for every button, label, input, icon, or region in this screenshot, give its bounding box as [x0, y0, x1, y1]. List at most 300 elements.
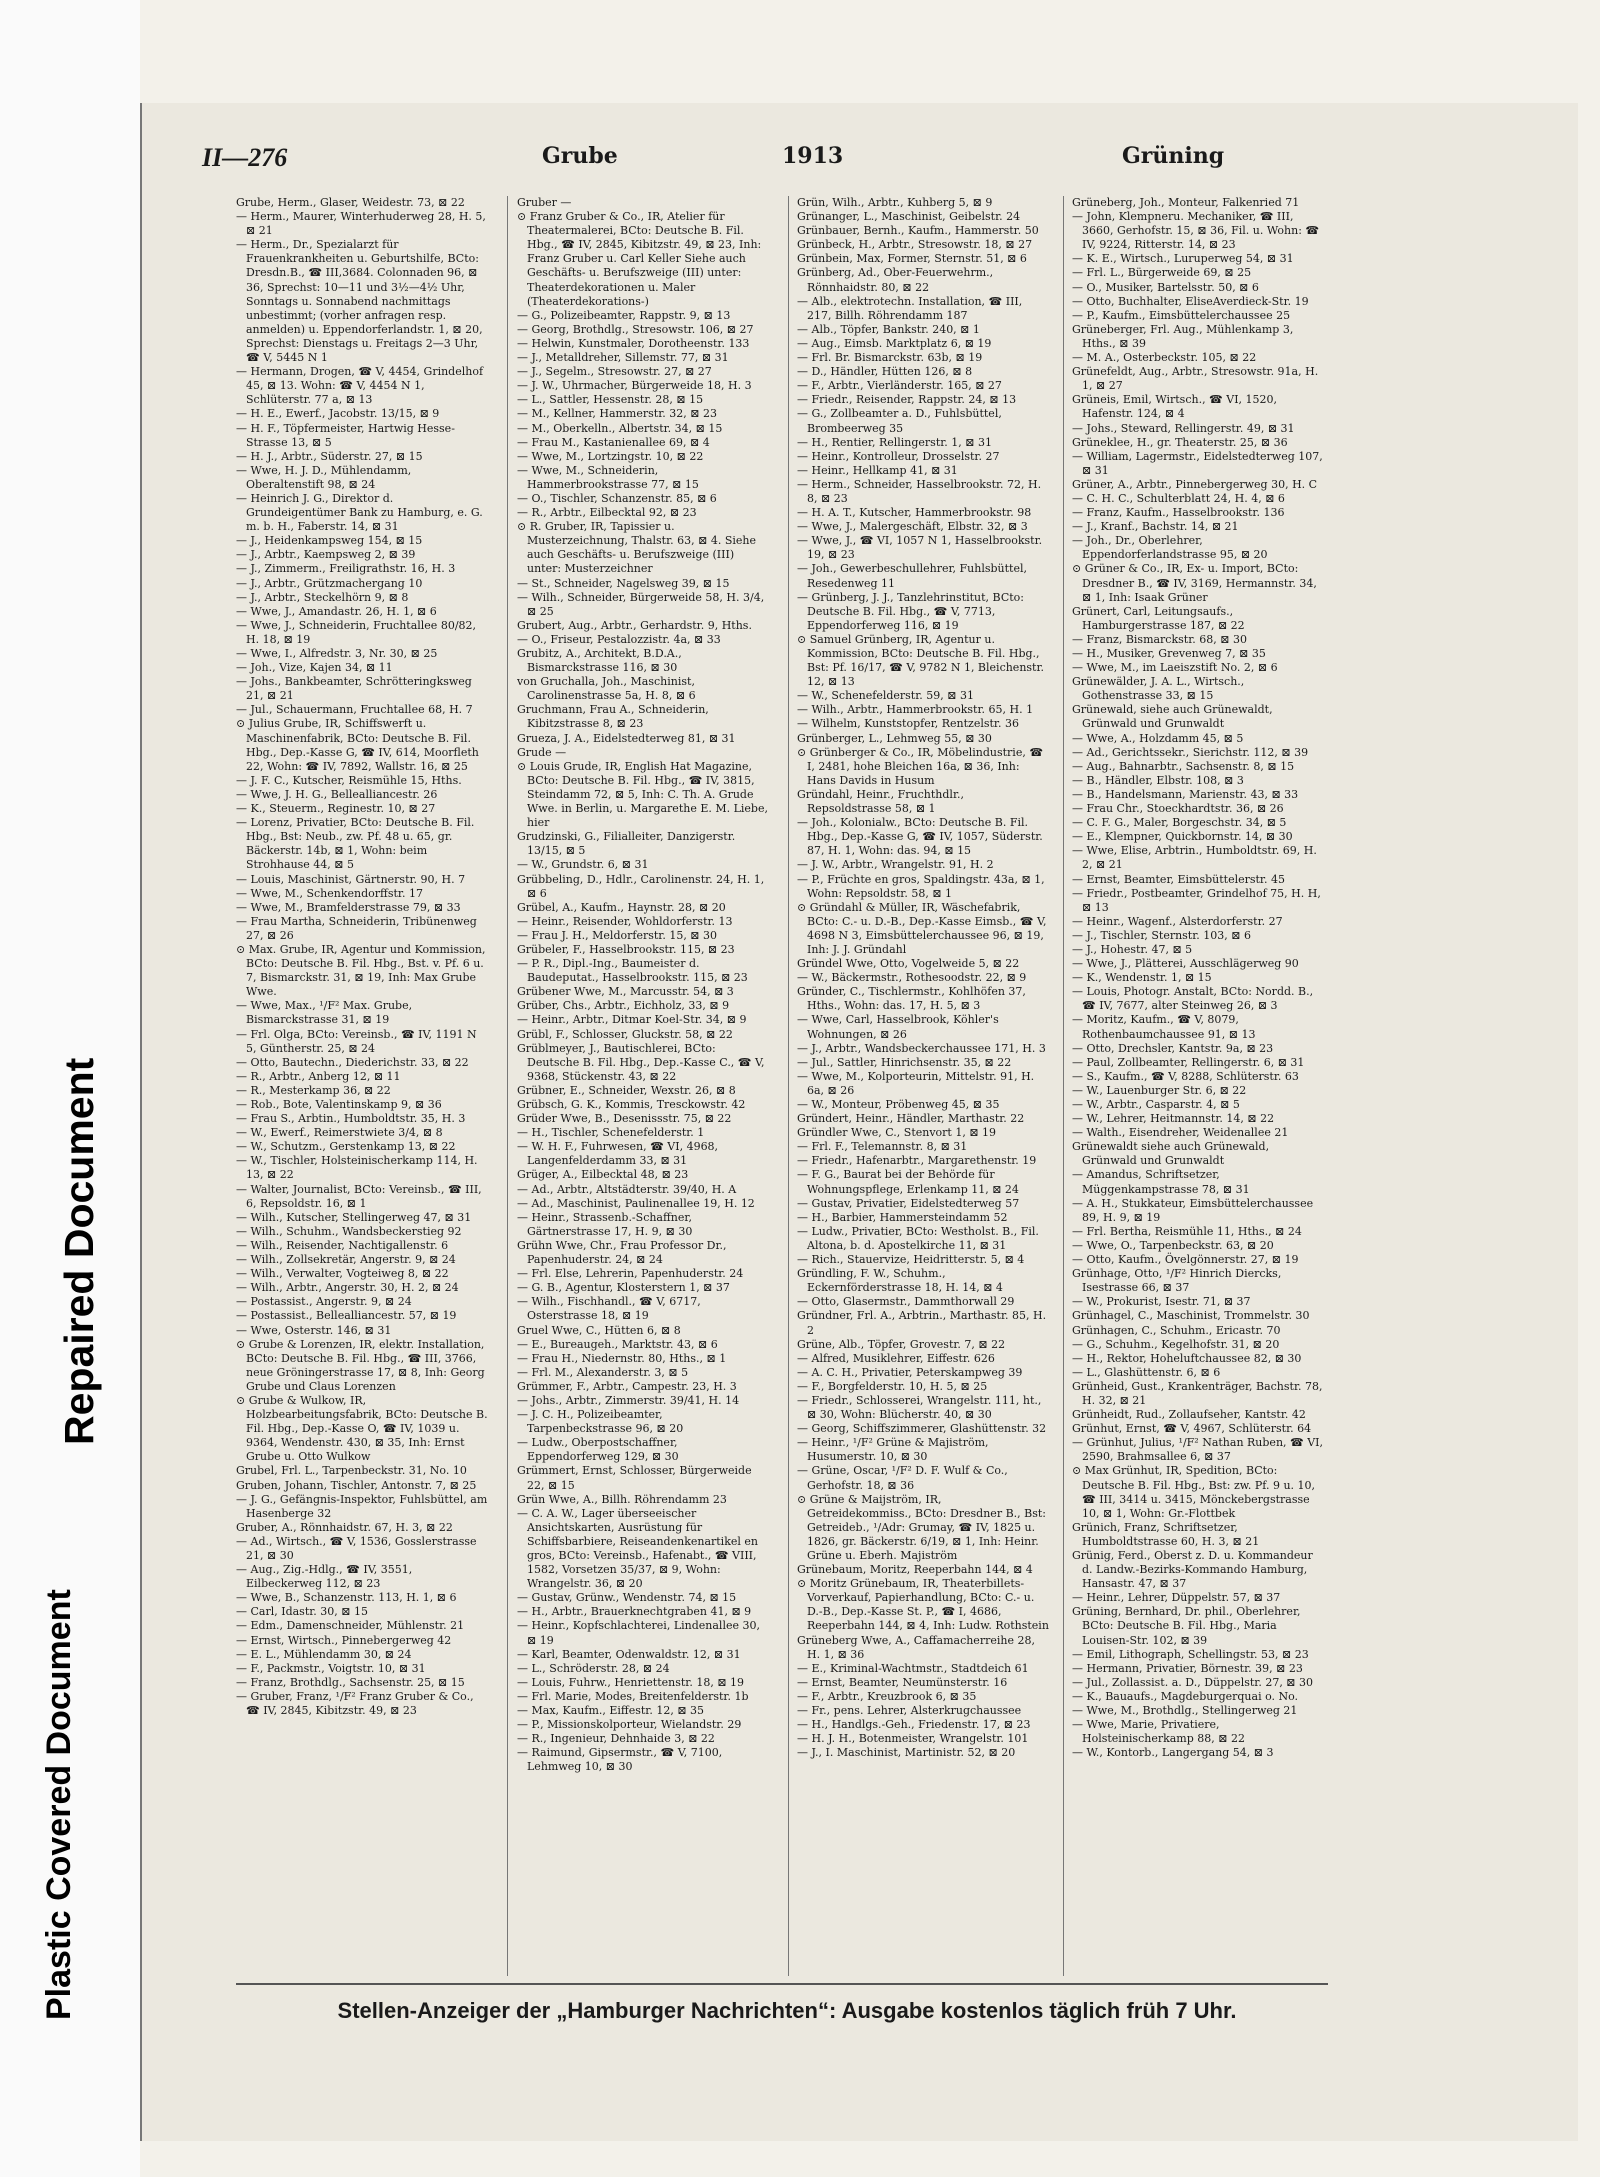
repaired-document-label: Repaired Document [56, 1057, 102, 1445]
directory-entry: — Postassist., Angerstr. 9, ⊠ 24 [236, 1295, 412, 1309]
directory-entry: — Hermann, Privatier, Börnestr. 39, ⊠ 23 [1072, 1661, 1303, 1675]
directory-entry: — Paul, Zollbeamter, Rellingerstr. 6, ⊠ 31 [1072, 1055, 1305, 1069]
directory-entry: Gründling, F. W., Schuhm., Eckernförderstrasse 18, H. 14, ⊠ 4 [797, 1267, 1003, 1295]
directory-entry: — Joh., Dr., Oberlehrer, Eppendorferlandstrasse 95, ⊠ 20 [1072, 534, 1268, 562]
directory-entry: — Ad., Gerichtssekr., Sierichstr. 112, ⊠ 39 [1072, 745, 1309, 759]
directory-entry: — Grünberg, J. J., Tanzlehrinstitut, BCto: Deutsche B. Fil. Hbg., ☎ V, 7713, Eppendorferweg 116, ⊠ 19 [797, 590, 1024, 632]
directory-entry: Grüning, Bernhard, Dr. phil., Oberlehrer, BCto: Deutsche B. Fil. Hbg., Maria Louisen-Str. 102, ⊠ 39 [1072, 1605, 1301, 1647]
directory-entry: — Raimund, Gipsermstr., ☎ V, 7100, Lehmweg 10, ⊠ 30 [517, 1746, 723, 1774]
directory-entry: — B., Händler, Elbstr. 108, ⊠ 3 [1072, 773, 1244, 787]
directory-entry: Gründler Wwe, C., Stenvort 1, ⊠ 19 [797, 1126, 997, 1140]
directory-entry: ⊙ Grünberger & Co., IR, Möbelindustrie, ☎ I, 2481, hohe Bleichen 16a, ⊠ 36, Inh: Hans Davids in Husum [797, 745, 1044, 787]
directory-entry: — Helwin, Kunstmaler, Dorotheenstr. 133 [517, 336, 750, 350]
directory-entry: — C. A. W., Lager überseeischer Ansichtskarten, Ausrüstung für Schiffsbarbiere, Reiseandenkenartikel en gros, BCto: Vereinsb., Hafenabt., ☎ VIII, 1582, Vorsetzen 35/37, ⊠ 9, Wohn: Wrangelstr. 36, ⊠ 20 [517, 1506, 758, 1591]
directory-entry: — Wwe, A., Holzdamm 45, ⊠ 5 [1072, 731, 1244, 745]
directory-entry: — K., Bauaufs., Magdeburgerquai o. No. [1072, 1689, 1299, 1703]
directory-entry: — Alfred, Musiklehrer, Eiffestr. 626 [797, 1351, 995, 1365]
directory-entry: — H. J. H., Botenmeister, Wrangelstr. 101 [797, 1732, 1029, 1746]
directory-entry: — W. H. F., Fuhrwesen, ☎ VI, 4968, Langenfelderdamm 33, ⊠ 31 [517, 1140, 719, 1168]
plastic-covered-label: Plastic Covered Document [40, 1589, 78, 2020]
directory-entry: Grünheid, Gust., Krankenträger, Bachstr. 78, H. 32, ⊠ 21 [1072, 1379, 1323, 1407]
directory-entry: — Johs., Steward, Rellingerstr. 49, ⊠ 31 [1072, 421, 1295, 435]
directory-entry: — Frau H., Niedernstr. 80, Hths., ⊠ 1 [517, 1351, 727, 1365]
directory-entry: Grüneberger, Frl. Aug., Mühlenkamp 3, Hths., ⊠ 39 [1072, 322, 1294, 350]
directory-entry: — E., Kriminal-Wachtmstr., Stadtdeich 61 [797, 1661, 1029, 1675]
directory-entry: Grün Wwe, A., Billh. Röhrendamm 23 [517, 1492, 727, 1506]
directory-entry: Grubitz, A., Architekt, B.D.A., Bismarckstrasse 116, ⊠ 30 [517, 647, 682, 675]
directory-entry: — W., Kontorb., Langergang 54, ⊠ 3 [1072, 1746, 1274, 1760]
directory-entry: — J. W., Arbtr., Wrangelstr. 91, H. 2 [797, 858, 994, 872]
directory-entry: — Wilh., Reisender, Nachtigallenstr. 6 [236, 1238, 449, 1252]
directory-entry: — Wilh., Schneider, Bürgerweide 58, H. 3/4, ⊠ 25 [517, 590, 765, 618]
directory-entry: Grünbeck, H., Arbtr., Stresowstr. 18, ⊠ 27 [797, 238, 1033, 252]
directory-entry: — Wwe, M., Brothdlg., Stellingerweg 21 [1072, 1704, 1298, 1718]
directory-entry: — Frl. Br. Bismarckstr. 63b, ⊠ 19 [797, 351, 983, 365]
directory-entry: — Franz, Brothdlg., Sachsenstr. 25, ⊠ 15 [236, 1675, 465, 1689]
directory-entry: — Edm., Damenschneider, Mühlenstr. 21 [236, 1619, 465, 1633]
directory-entry: — Moritz, Kaufm., ☎ V, 8079, Rothenbaumchaussee 91, ⊠ 13 [1072, 1013, 1256, 1041]
directory-entry: — Louis, Maschinist, Gärtnerstr. 90, H. 7 [236, 872, 466, 886]
directory-entry: — Karl, Beamter, Odenwaldstr. 12, ⊠ 31 [517, 1647, 741, 1661]
directory-entry: — Wilh., Arbtr., Angerstr. 30, H. 2, ⊠ 24 [236, 1281, 459, 1295]
directory-entry: — Wwe, B., Schanzenstr. 113, H. 1, ⊠ 6 [236, 1591, 457, 1605]
directory-entry: — D., Händler, Hütten 126, ⊠ 8 [797, 365, 973, 379]
directory-entry: Grünbauer, Bernh., Kaufm., Hammerstr. 50 [797, 224, 1039, 238]
directory-entry: — M. A., Osterbeckstr. 105, ⊠ 22 [1072, 351, 1257, 365]
footer-rule [236, 1983, 1328, 1985]
directory-entry: ⊙ Samuel Grünberg, IR, Agentur u. Kommission, BCto: Deutsche B. Fil. Hbg., Bst: Pf. 16/17, ☎ V, 9782 N 1, Bleichenstr. 12, ⊠ 13 [797, 632, 1045, 689]
directory-entry: — Aug., Eimsb. Marktplatz 6, ⊠ 19 [797, 336, 992, 350]
directory-entry: Gruber — [517, 196, 572, 209]
directory-entry: — Frl. Bertha, Reismühle 11, Hths., ⊠ 24 [1072, 1224, 1302, 1238]
column-divider [1063, 196, 1064, 1976]
directory-entry: — Heinr., ¹/F² Grüne & Majiström, Husumerstr. 10, ⊠ 30 [797, 1436, 989, 1464]
directory-entry: — Otto, Glasermstr., Dammthorwall 29 [797, 1295, 1015, 1309]
directory-entry: — Gustav, Privatier, Eidelstedterweg 57 [797, 1196, 1020, 1210]
directory-entry: — W., Monteur, Pröbenweg 45, ⊠ 35 [797, 1098, 1000, 1111]
directory-entry: — C. H. C., Schulterblatt 24, H. 4, ⊠ 6 [1072, 491, 1285, 505]
directory-entry: — Aug., Zig.-Hdlg., ☎ IV, 3551, Eilbeckerweg 112, ⊠ 23 [236, 1563, 413, 1591]
directory-entry: — Wilh., Fischhandl., ☎ V, 6717, Osterstrasse 18, ⊠ 19 [517, 1295, 701, 1323]
directory-entry: — J. C. H., Polizeibeamter, Tarpenbeckstrasse 96, ⊠ 20 [517, 1408, 684, 1436]
directory-entry: — Wilh., Zollsekretär, Angerstr. 9, ⊠ 24 [236, 1253, 456, 1267]
directory-entry: Grübbeling, D., Hdlr., Carolinenstr. 24, H. 1, ⊠ 6 [517, 872, 765, 900]
directory-entry: — W., Grundstr. 6, ⊠ 31 [517, 858, 649, 872]
directory-entry: — Wwe, J., Plätterei, Ausschlägerweg 90 [1072, 957, 1299, 971]
directory-entry: — Heinr., Kontrolleur, Drosselstr. 27 [797, 449, 1000, 463]
directory-entry: — F., Packmstr., Voigtstr. 10, ⊠ 31 [236, 1661, 426, 1675]
directory-entry: — H. J., Arbtr., Süderstr. 27, ⊠ 15 [236, 449, 423, 463]
directory-entry: — P. R., Dipl.-Ing., Baumeister d. Baudeputat., Hasselbrookstr. 115, ⊠ 23 [517, 957, 748, 985]
directory-entry: — J. G., Gefängnis-Inspektor, Fuhlsbüttel, am Hasenberge 32 [236, 1492, 488, 1520]
directory-entry: — J., Metalldreher, Sillemstr. 77, ⊠ 31 [517, 351, 729, 365]
directory-entry: Grübl, F., Schlosser, Gluckstr. 58, ⊠ 22 [517, 1027, 733, 1041]
directory-entry: — L., Schröderstr. 28, ⊠ 24 [517, 1661, 670, 1675]
directory-entry: — J., I. Maschinist, Martinistr. 52, ⊠ 20 [797, 1746, 1016, 1760]
directory-entry: — Frau S., Arbtin., Humboldtstr. 35, H. 3 [236, 1112, 466, 1126]
directory-entry: — O., Musiker, Bartelsstr. 50, ⊠ 6 [1072, 280, 1259, 294]
directory-entry: — A. C. H., Privatier, Peterskampweg 39 [797, 1365, 1023, 1379]
footer-banner: Stellen-Anzeiger der „Hamburger Nachrichten“: Ausgabe kostenlos täglich früh 7 Uhr. [337, 1998, 1237, 2023]
directory-entry: — M., Oberkelln., Albertstr. 34, ⊠ 15 [517, 421, 723, 435]
directory-entry: — L., Glashüttenstr. 6, ⊠ 6 [1072, 1365, 1221, 1379]
directory-entry: — J. W., Uhrmacher, Bürgerweide 18, H. 3 [517, 379, 752, 393]
directory-entry: — Fr., pens. Lehrer, Alsterkrugchaussee [797, 1704, 1022, 1718]
header-year: 1913 [782, 143, 844, 169]
directory-entry: Grüblmeyer, J., Bautischlerei, BCto: Deutsche B. Fil. Hbg., Dep.-Kasse C., ☎ V, 9368, Stückenstr. 43, ⊠ 22 [517, 1041, 765, 1083]
directory-entry: — H. F., Töpfermeister, Hartwig Hesse-Strasse 13, ⊠ 5 [236, 421, 455, 449]
directory-entry: — St., Schneider, Nagelsweg 39, ⊠ 15 [517, 576, 730, 590]
directory-entry: Grünheidt, Rud., Zollaufseher, Kantstr. 42 [1072, 1408, 1306, 1422]
directory-entry: — Otto, Bautechn., Diederichstr. 33, ⊠ 22 [236, 1055, 469, 1069]
directory-entry: — Ad., Wirtsch., ☎ V, 1536, Gosslerstrasse 21, ⊠ 30 [236, 1534, 477, 1562]
directory-entry: — Herm., Maurer, Winterhuderweg 28, H. 5, ⊠ 21 [236, 210, 486, 238]
directory-entry: — J., Arbtr., Wandsbeckerchaussee 171, H. 3 [797, 1041, 1046, 1055]
directory-entry: — Heinr., Strassenb.-Schaffner, Gärtnerstrasse 17, H. 9, ⊠ 30 [517, 1210, 693, 1238]
directory-entry: — K. E., Wirtsch., Luruperweg 54, ⊠ 31 [1072, 252, 1294, 266]
directory-entry: — R., Arbtr., Eilbecktal 92, ⊠ 23 [517, 506, 697, 520]
directory-entry: Grübel, A., Kaufm., Haynstr. 28, ⊠ 20 [517, 900, 726, 914]
directory-entry: — J., Tischler, Sternstr. 103, ⊠ 6 [1072, 928, 1251, 942]
directory-entry: — Amandus, Schriftsetzer, Müggenkampstrasse 78, ⊠ 31 [1072, 1168, 1250, 1196]
directory-entry: — Ernst, Wirtsch., Pinnebergerweg 42 [236, 1633, 452, 1647]
directory-entry: — F., Arbtr., Kreuzbrook 6, ⊠ 35 [797, 1689, 977, 1703]
directory-entry: ⊙ Julius Grube, IR, Schiffswerft u. Maschinenfabrik, BCto: Deutsche B. Fil. Hbg., Dep.-Kasse G, ☎ IV, 614, Moorfleth 22, Wohn: ☎ IV, 7892, Wallstr. 16, ⊠ 25 [236, 717, 479, 773]
directory-entry: — Frau M., Kastanienallee 69, ⊠ 4 [517, 435, 710, 449]
directory-entry: — Wwe, M., Schneiderin, Hammerbrookstrasse 77, ⊠ 15 [517, 463, 699, 491]
directory-entry: — J., Arbtr., Kaempsweg 2, ⊠ 39 [236, 548, 416, 562]
column-4 [1072, 196, 1324, 1976]
directory-entry: — Louis, Photogr. Anstalt, BCto: Nordd. B., ☎ IV, 7677, alter Steinweg 26, ⊠ 3 [1072, 985, 1314, 1013]
directory-entry: — Wilh., Kutscher, Stellingerweg 47, ⊠ 31 [236, 1210, 472, 1224]
directory-entry: — Heinr., Wagenf., Alsterdorferstr. 27 [1072, 914, 1283, 928]
directory-entry: — Wilhelm, Kunststopfer, Rentzelstr. 36 [797, 717, 1019, 731]
directory-entry: — A. H., Stukkateur, Eimsbüttelerchaussee 89, H. 9, ⊠ 19 [1072, 1196, 1314, 1224]
directory-entry: — Wwe, M., Lortzingstr. 10, ⊠ 22 [517, 449, 704, 463]
directory-entry: — Heinr., Arbtr., Ditmar Koel-Str. 34, ⊠ 9 [517, 1013, 747, 1027]
directory-entry: — Ad., Maschinist, Paulinenallee 19, H. 12 [517, 1196, 755, 1210]
directory-entry: — Ernst, Beamter, Eimsbüttelerstr. 45 [1072, 872, 1285, 886]
column-2 [517, 196, 769, 1976]
directory-entry: — E., Bureaugeh., Marktstr. 43, ⊠ 6 [517, 1337, 718, 1351]
directory-entry: — L., Sattler, Hessenstr. 28, ⊠ 15 [517, 393, 704, 407]
directory-entry: — Friedr., Hafenarbtr., Margarethenstr. 19 [797, 1154, 1037, 1168]
directory-entry: — H. E., Ewerf., Jacobstr. 13/15, ⊠ 9 [236, 407, 440, 421]
directory-entry: Grubert, Aug., Arbtr., Gerhardstr. 9, Hths. [517, 618, 752, 632]
directory-entry: — Frl. Else, Lehrerin, Papenhuderstr. 24 [517, 1267, 744, 1281]
directory-entry: — W., Lehrer, Heitmannstr. 14, ⊠ 22 [1072, 1112, 1275, 1126]
directory-entry: Grünhage, Otto, ¹/F² Hinrich Diercks, Isestrasse 66, ⊠ 37 [1072, 1267, 1282, 1295]
directory-entry: Grünberg, Ad., Ober-Feuerwehrm., Rönnhaidstr. 80, ⊠ 22 [797, 266, 994, 294]
directory-entry: — Wwe, J., Amandastr. 26, H. 1, ⊠ 6 [236, 604, 437, 618]
directory-entry: Grünefeldt, Aug., Arbtr., Stresowstr. 91a, H. 1, ⊠ 27 [1072, 365, 1319, 393]
directory-entry: Grünich, Franz, Schriftsetzer, Humboldtstrasse 60, H. 3, ⊠ 21 [1072, 1520, 1260, 1548]
directory-entry: — Gruber, Franz, ¹/F² Franz Gruber & Co., ☎ IV, 2845, Kibitzstr. 49, ⊠ 23 [236, 1689, 474, 1718]
directory-entry: — Ad., Arbtr., Altstädterstr. 39/40, H. A [517, 1182, 737, 1196]
directory-entry: ⊙ Max Grünhut, IR, Spedition, BCto: Deutsche B. Fil. Hbg., Bst: zw. Pf. 9 u. 10, ☎ III, 3414 u. 3415, Mönckebergstrasse 10, ⊠ 1, Wohn: Gr.-Flottbek [1072, 1464, 1316, 1520]
directory-entry: — J., Kranf., Bachstr. 14, ⊠ 21 [1072, 520, 1239, 534]
directory-entry: — Frl. L., Bürgerweide 69, ⊠ 25 [1072, 266, 1252, 280]
directory-entry: — Franz, Kaufm., Hasselbrookstr. 136 [1072, 506, 1285, 520]
directory-entry: — Heinr., Reisender, Wohldorferstr. 13 [517, 914, 733, 928]
directory-entry: Grünhagen, C., Schuhm., Ericastr. 70 [1072, 1323, 1281, 1337]
directory-entry: — Johs., Arbtr., Zimmerstr. 39/41, H. 14 [517, 1393, 740, 1407]
directory-entry: ⊙ Moritz Grünebaum, IR, Theaterbillets-Vorverkauf, Papierhandlung, BCto: C.- u. D.-B., Dep.-Kasse St. P., ☎ I, 4686, Reeperbahn 144, ⊠ 4, Inh: Ludw. Rothstein [797, 1577, 1049, 1633]
directory-entry: Grünhut, Ernst, ☎ V, 4967, Schlüterstr. 64 [1072, 1422, 1312, 1436]
sidebar [0, 0, 140, 2177]
directory-entry: — W., Ewerf., Reimerstwiete 3/4, ⊠ 8 [236, 1126, 443, 1140]
directory-entry: — H., Musiker, Grevenweg 7, ⊠ 35 [1072, 647, 1266, 660]
directory-entry: — Frl. Marie, Modes, Breitenfelderstr. 1b [517, 1689, 749, 1703]
directory-entry: Grünanger, L., Maschinist, Geibelstr. 24 [797, 210, 1021, 224]
directory-entry: — Postassist., Belleallianсestr. 57, ⊠ 19 [236, 1309, 457, 1323]
directory-entry: — F., Arbtr., Vierländerstr. 165, ⊠ 27 [797, 379, 1002, 393]
directory-entry: — H., Rentier, Rellingerstr. 1, ⊠ 31 [797, 435, 992, 449]
directory-entry: — Frl. M., Alexanderstr. 3, ⊠ 5 [517, 1365, 689, 1379]
directory-entry: — J., Arbtr., Steckelhörn 9, ⊠ 8 [236, 590, 409, 604]
directory-entry: Grüne, Alb., Töpfer, Grovestr. 7, ⊠ 22 [797, 1337, 1006, 1351]
directory-entry: — John, Klempneru. Mechaniker, ☎ III, 3660, Gerhofstr. 15, ⊠ 36, Fil. u. Wohn: ☎ IV, 9224, Ritterstr. 14, ⊠ 23 [1072, 210, 1320, 252]
directory-entry: — Wwe, Max., ¹/F² Max. Grube, Bismarckstrasse 31, ⊠ 19 [236, 999, 413, 1027]
directory-entry: — R., Ingenieur, Dehnhaide 3, ⊠ 22 [517, 1732, 715, 1746]
directory-entry: — Frau Martha, Schneiderin, Tribünenweg 27, ⊠ 26 [236, 914, 477, 942]
directory-entry: — Wwe, M., Kolporteurin, Mittelstr. 91, H. 6a, ⊠ 26 [797, 1069, 1035, 1097]
directory-entry: Grube, Herm., Glaser, Weidestr. 73, ⊠ 22 [236, 196, 465, 209]
directory-entry: — H., Handlgs.-Geh., Friedenstr. 17, ⊠ 23 [797, 1718, 1031, 1732]
directory-entry: — F. G., Baurat bei der Behörde für Wohnungspflege, Erlenkamp 11, ⊠ 24 [797, 1168, 1019, 1196]
directory-entry: Gründahl, Heinr., Fruchthdlr., Repsoldstrasse 58, ⊠ 1 [797, 787, 964, 816]
directory-entry: ⊙ Grüne & Maijström, IR, Getreidekommiss., BCto: Dresdner B., Bst: Getreideb., ¹/Adr: Grumay, ☎ IV, 1825 u. 1826, gr. Bäckerstr. 6/19, ⊠ 1, Inh: Heinr. Grüne u. Eberh. Majiström [797, 1492, 1047, 1562]
directory-entry: — Frl. Olga, BCto: Vereinsb., ☎ IV, 1191 N 5, Güntherstr. 25, ⊠ 24 [236, 1027, 477, 1055]
directory-entry: — Rich., Stauervize, Heidritterstr. 5, ⊠ 4 [797, 1253, 1025, 1267]
directory-entry: Grünewälder, J. A. L., Wirtsch., Gothenstrasse 33, ⊠ 15 [1072, 675, 1245, 703]
directory-entry: — J., Heidenkampsweg 154, ⊠ 15 [236, 534, 423, 548]
directory-entry: Grüder Wwe, B., Desenissstr. 75, ⊠ 22 [517, 1112, 732, 1126]
directory-entry: — Franz, Bismarckstr. 68, ⊠ 30 [1072, 632, 1247, 646]
directory-entry: — Alb., elektrotechn. Installation, ☎ III, 217, Billh. Röhrendamm 187 [797, 294, 1023, 322]
directory-entry: — Herm., Schneider, Hasselbrookstr. 72, H. 8, ⊠ 23 [797, 477, 1042, 505]
directory-entry: — Wilh., Schuhm., Wandsbeckerstieg 92 [236, 1224, 462, 1238]
page-number: II—276 [202, 143, 288, 172]
directory-entry: — Walter, Journalist, BCto: Vereinsb., ☎ III, 6, Repsoldstr. 16, ⊠ 1 [236, 1182, 482, 1210]
directory-entry: — Georg, Schiffszimmerer, Glashüttenstr. 32 [797, 1422, 1047, 1436]
directory-entry: — Ludw., Oberpostschaffner, Eppendorferweg 129, ⊠ 30 [517, 1436, 679, 1464]
directory-entry: — W., Schutzm., Gerstenkamp 13, ⊠ 22 [236, 1140, 456, 1154]
directory-entry: Grünewald, siehe auch Grünewaldt, Grünwald und Grunwaldt [1072, 703, 1273, 731]
directory-entry: — G. B., Agentur, Klosterstern 1, ⊠ 37 [517, 1281, 730, 1295]
directory-entry: Grüner, A., Arbtr., Pinnebergerweg 30, H. C [1072, 477, 1318, 491]
directory-entry: Grübener Wwe, M., Marcusstr. 54, ⊠ 3 [517, 985, 734, 999]
directory-entry: Gründer, C., Tischlermstr., Kohlhöfen 37, Hths., Wohn: das. 17, H. 5, ⊠ 3 [797, 985, 1026, 1013]
directory-entry: — Wwe, M., Schenkendorffstr. 17 [236, 886, 423, 900]
directory-entry: — Frau J. H., Meldorferstr. 15, ⊠ 30 [517, 928, 718, 942]
directory-entry: Grüneklee, H., gr. Theaterstr. 25, ⊠ 36 [1072, 435, 1288, 449]
column-divider [507, 196, 508, 1976]
directory-page [140, 103, 1578, 2141]
directory-entry: — J. F. C., Kutscher, Reismühle 15, Hths. [236, 773, 462, 787]
directory-entry: Grüneberg, Joh., Monteur, Falkenried 71 [1072, 196, 1300, 209]
directory-entry: — Walth., Eisendreher, Weidenallee 21 [1072, 1126, 1289, 1140]
directory-entry: — Friedr., Schlosserei, Wrangelstr. 111, ht., ⊠ 30, Wohn: Blücherstr. 40, ⊠ 30 [797, 1393, 1042, 1422]
directory-entry: — Heinr., Kopfschlachterei, Lindenallee 30, ⊠ 19 [517, 1619, 760, 1647]
directory-entry: Grüneis, Emil, Wirtsch., ☎ VI, 1520, Hafenstr. 124, ⊠ 4 [1072, 393, 1278, 421]
directory-entry: — J., Segelm., Stresowstr. 27, ⊠ 27 [517, 365, 712, 379]
directory-entry: — Lorenz, Privatier, BCto: Deutsche B. Fil. Hbg., Bst: Neub., zw. Pf. 48 u. 65, gr. Bäckerstr. 14b, ⊠ 1, Wohn: beim Strohhause 44, ⊠ 5 [236, 816, 475, 872]
directory-entry: Grünhagel, C., Maschinist, Trommelstr. 30 [1072, 1309, 1310, 1323]
directory-entry: — Heinr., Lehrer, Düppelstr. 57, ⊠ 37 [1072, 1591, 1281, 1605]
directory-entry: — W., Arbtr., Casparstr. 4, ⊠ 5 [1072, 1098, 1240, 1111]
directory-entry: — J., Zimmerm., Freiligrathstr. 16, H. 3 [236, 562, 456, 576]
directory-entry: Grudzinski, G., Filialleiter, Danzigerstr. 13/15, ⊠ 5 [517, 830, 736, 858]
directory-entry: Grueza, J. A., Eidelstedterweg 81, ⊠ 31 [517, 731, 736, 745]
directory-entry: — Heinrich J. G., Direktor d. Grundeigentümer Bank zu Hamburg, e. G. m. b. H., Faberstr. 14, ⊠ 31 [236, 491, 483, 534]
directory-entry: — Wilh., Arbtr., Hammerbrookstr. 65, H. 1 [797, 703, 1034, 717]
directory-entry: Grüger, A., Eilbecktal 48, ⊠ 23 [517, 1168, 689, 1182]
directory-entry: ⊙ Franz Gruber & Co., IR, Atelier für Theatermalerei, BCto: Deutsche B. Fil. Hbg., ☎ IV, 2845, Kibitzstr. 49, ⊠ 23, Inh: Franz Gruber u. Carl Keller Siehe auch Geschäfts- u. Berufszweige (III) unter: Theaterdekorationen u. Maler (Theaterdekorations-) [517, 210, 762, 308]
directory-entry: ⊙ Louis Grude, IR, English Hat Magazine, BCto: Deutsche B. Fil. Hbg., ☎ IV, 3815, Steindamm 72, ⊠ 5, Inh: C. Th. A. Grude Wwe. in Berlin, u. Margarethe E. M. Liebe, hier [517, 759, 768, 830]
directory-entry: — Wwe, J., ☎ VI, 1057 N 1, Hasselbrookstr. 19, ⊠ 23 [797, 534, 1043, 562]
directory-entry: — O., Friseur, Pestalozzistr. 4a, ⊠ 33 [517, 632, 721, 646]
directory-entry: Gründel Wwe, Otto, Vogelweide 5, ⊠ 22 [797, 957, 1020, 971]
directory-entry: — W., Lauenburger Str. 6, ⊠ 22 [1072, 1083, 1247, 1097]
directory-entry: — Wwe, Carl, Hasselbrook, Köhler's Wohnungen, ⊠ 26 [797, 1013, 999, 1041]
directory-entry: — Wwe, Elise, Arbtrin., Humboldtstr. 69, H. 2, ⊠ 21 [1072, 844, 1317, 872]
header-left-word: Grube [542, 143, 618, 169]
directory-entry: ⊙ Grube & Wulkow, IR, Holzbearbeitungsfabrik, BCto: Deutsche B. Fil. Hbg., Dep.-Kasse O, ☎ IV, 1039 u. 9364, Wendenstr. 430, ⊠ 35, Inh: Ernst Grube u. Otto Wulkow [236, 1393, 488, 1464]
directory-entry: — Heinr., Hellkamp 41, ⊠ 31 [797, 463, 958, 477]
directory-entry: — S., Kaufm., ☎ V, 8288, Schlüterstr. 63 [1072, 1069, 1299, 1083]
directory-entry: — Friedr., Postbeamter, Grindelhof 75, H. H, ⊠ 13 [1072, 886, 1321, 914]
directory-entry: — Otto, Buchhalter, EliseAverdieck-Str. 19 [1072, 294, 1309, 308]
directory-entry: — W., Prokurist, Isestr. 71, ⊠ 37 [1072, 1295, 1251, 1309]
directory-entry: — Alb., Töpfer, Bankstr. 240, ⊠ 1 [797, 322, 980, 336]
directory-entry: — Wwe, J. H. G., Belleallianсestr. 26 [236, 787, 438, 801]
directory-entry: — Aug., Bahnarbtr., Sachsenstr. 8, ⊠ 15 [1072, 759, 1295, 773]
directory-entry: — Wwe, Marie, Privatiere, Holsteinischerkamp 88, ⊠ 22 [1072, 1718, 1245, 1746]
directory-entry: — K., Steuerm., Reginestr. 10, ⊠ 27 [236, 802, 436, 816]
directory-entry: — M., Kellner, Hammerstr. 32, ⊠ 23 [517, 407, 717, 421]
directory-entry: — W., Tischler, Holsteinischerkamp 114, H. 13, ⊠ 22 [236, 1154, 478, 1182]
directory-entry: — Gustav, Grünw., Wendenstr. 74, ⊠ 15 [517, 1591, 737, 1605]
directory-entry: Grübner, E., Schneider, Wexstr. 26, ⊠ 8 [517, 1083, 736, 1097]
directory-entry: — Georg, Brothdlg., Stresowstr. 106, ⊠ 27 [517, 322, 754, 336]
directory-entry: — R., Mesterkamp 36, ⊠ 22 [236, 1083, 391, 1097]
directory-entry: Grünert, Carl, Leitungsaufs., Hamburgerstrasse 187, ⊠ 22 [1072, 604, 1245, 632]
directory-entry: — R., Arbtr., Anberg 12, ⊠ 11 [236, 1069, 401, 1083]
directory-entry: — Carl, Idastr. 30, ⊠ 15 [236, 1605, 368, 1619]
directory-entry: — Joh., Vize, Kajen 34, ⊠ 11 [236, 661, 393, 675]
directory-entry: Grünewaldt siehe auch Grünewald, Grünwald und Grunwaldt [1072, 1140, 1270, 1168]
directory-entry: — Wwe, J., Malergeschäft, Elbstr. 32, ⊠ 3 [797, 520, 1028, 534]
directory-entry: — J., Arbtr., Grützmachergang 10 [236, 576, 423, 590]
directory-entry: — B., Handelsmann, Marienstr. 43, ⊠ 33 [1072, 787, 1299, 801]
directory-entry: — Jul., Schauermann, Fruchtallee 68, H. 7 [236, 703, 473, 717]
directory-entry: — O., Tischler, Schanzenstr. 85, ⊠ 6 [517, 491, 717, 505]
column-3 [797, 196, 1049, 1976]
directory-entry: — Friedr., Reisender, Rappstr. 24, ⊠ 13 [797, 393, 1017, 407]
directory-entry: ⊙ Grube & Lorenzen, IR, elektr. Installation, BCto: Deutsche B. Fil. Hbg., ☎ III, 3766, neue Gröningerstrasse 17, ⊠ 8, Inh: Georg Grube und Claus Lorenzen [236, 1337, 485, 1393]
directory-entry: — Max, Kaufm., Eiffestr. 12, ⊠ 35 [517, 1704, 705, 1718]
directory-entry: Gründner, Frl. A., Arbtrin., Marthastr. 85, H. 2 [797, 1309, 1047, 1337]
directory-entry: Gruchmann, Frau A., Schneiderin, Kibitzstrasse 8, ⊠ 23 [517, 703, 709, 731]
directory-entry: Grüber, Chs., Arbtr., Eichholz, 33, ⊠ 9 [517, 999, 730, 1013]
directory-entry: Grubel, Frl. L., Tarpenbeckstr. 31, No. 10 [236, 1464, 467, 1478]
directory-entry: Grübeler, F., Hasselbrookstr. 115, ⊠ 23 [517, 942, 735, 956]
directory-entry: — G., Zollbeamter a. D., Fuhlsbüttel, Brombeerweg 35 [797, 407, 1002, 435]
directory-entry: — Ernst, Beamter, Neumünsterstr. 16 [797, 1675, 1008, 1689]
directory-entry: — Louis, Fuhrw., Henriettenstr. 18, ⊠ 19 [517, 1675, 745, 1689]
directory-entry: — Joh., Gewerbeschullehrer, Fuhlsbüttel, Resedenweg 11 [797, 562, 1028, 590]
column-1 [236, 196, 488, 1976]
directory-entry: Grünbein, Max, Former, Sternstr. 51, ⊠ 6 [797, 252, 1027, 266]
directory-entry: — P., Kaufm., Eimsbüttelerchaussee 25 [1072, 308, 1291, 322]
directory-entry: Grüneberg Wwe, A., Caffamacherreihe 28, H. 1, ⊠ 36 [797, 1633, 1035, 1661]
directory-entry: — Joh., Kolonialw., BCto: Deutsche B. Fil. Hbg., Dep.-Kasse G, ☎ IV, 1057, Süderstr. 87, H. 1, Wohn: das. 94, ⊠ 15 [797, 816, 1043, 858]
directory-entry: — Ludw., Privatier, BCto: Westholst. B., Fil. Altona, b. d. Apostelkirche 11, ⊠ 31 [797, 1224, 1039, 1252]
directory-entry: — E., Klempner, Quickbornstr. 14, ⊠ 30 [1072, 830, 1293, 844]
directory-entry: — Wwe, Osterstr. 146, ⊠ 31 [236, 1323, 392, 1337]
directory-entry: — Wwe, M., im Laeiszstift No. 2, ⊠ 6 [1072, 661, 1278, 675]
directory-entry: — H., Rektor, Hoheluftchaussee 82, ⊠ 30 [1072, 1351, 1302, 1365]
directory-entry: Grude — [517, 745, 567, 759]
directory-entry: — P., Missionskolporteur, Wielandstr. 29 [517, 1718, 742, 1732]
directory-entry: — Wwe, M., Bramfelderstrasse 79, ⊠ 33 [236, 900, 461, 914]
directory-entry: — Johs., Bankbeamter, Schrötteringksweg 21, ⊠ 21 [236, 675, 472, 703]
directory-entry: Grünig, Ferd., Oberst z. D. u. Kommandeur d. Landw.-Bezirks-Kommando Hamburg, Hansastr. 47, ⊠ 37 [1072, 1549, 1313, 1591]
directory-entry: — Otto, Kaufm., Övelgönnerstr. 27, ⊠ 19 [1072, 1253, 1299, 1267]
directory-entry: — Wwe, I., Alfredstr. 3, Nr. 30, ⊠ 25 [236, 647, 438, 660]
directory-entry: Grümmert, Ernst, Schlosser, Bürgerweide 22, ⊠ 15 [517, 1464, 752, 1492]
directory-entry: — H., Barbier, Hammersteindamm 52 [797, 1210, 1008, 1224]
directory-entry: — G., Schuhm., Kegelhofstr. 31, ⊠ 20 [1072, 1337, 1280, 1351]
directory-entry: Grünebaum, Moritz, Reeperbahn 144, ⊠ 4 [797, 1563, 1033, 1577]
directory-entry: Gruben, Johann, Tischler, Antonstr. 7, ⊠ 25 [236, 1478, 477, 1492]
directory-entry: Grübsch, G. K., Kommis, Tresckowstr. 42 [517, 1098, 746, 1111]
directory-entry: — C. F. G., Maler, Borgeschstr. 34, ⊠ 5 [1072, 816, 1287, 830]
page-header [202, 143, 1232, 183]
directory-entry: — Wilh., Verwalter, Vogteiweg 8, ⊠ 22 [236, 1267, 449, 1281]
directory-entry: — W., Schenefelderstr. 59, ⊠ 31 [797, 689, 974, 703]
directory-entry: — J., Hohestr. 47, ⊠ 5 [1072, 942, 1193, 956]
directory-entry: Grühn Wwe, Chr., Frau Professor Dr., Papenhuderstr. 24, ⊠ 24 [517, 1238, 727, 1267]
directory-entry: — Rob., Bote, Valentinskamp 9, ⊠ 36 [236, 1098, 442, 1111]
directory-entry: Gruel Wwe, C., Hütten 6, ⊠ 8 [517, 1323, 681, 1337]
directory-entry: — Grünhut, Julius, ¹/F² Nathan Ruben, ☎ VI, 2590, Brahmsallee 6, ⊠ 37 [1072, 1436, 1324, 1464]
directory-entry: — Frau Chr., Stoeckhardtstr. 36, ⊠ 26 [1072, 802, 1284, 816]
directory-entry: — Jul., Zollassist. a. D., Düppelstr. 27, ⊠ 30 [1072, 1675, 1314, 1689]
directory-entry: — Grüne, Oscar, ¹/F² D. F. Wulf & Co., Gerhofstr. 18, ⊠ 36 [797, 1464, 1008, 1492]
directory-entry: — Wwe, O., Tarpenbeckstr. 63, ⊠ 20 [1072, 1238, 1274, 1252]
directory-entry: — F., Borgfelderstr. 10, H. 5, ⊠ 25 [797, 1379, 988, 1393]
directory-entry: — G., Polizeibeamter, Rappstr. 9, ⊠ 13 [517, 308, 731, 322]
directory-entry: ⊙ Gründahl & Müller, IR, Wäschefabrik, BCto: C.- u. D.-B., Dep.-Kasse Eimsb., ☎ V, 4698 N 3, Eimsbüttelerchaussee 96, ⊠ 19, Inh: J. J. Gründahl [797, 900, 1047, 956]
directory-entry: — William, Lagermstr., Eidelstedterweg 107, ⊠ 31 [1072, 449, 1323, 477]
directory-entry: — Jul., Sattler, Hinrichsenstr. 35, ⊠ 22 [797, 1055, 1012, 1069]
directory-entry: — H., Tischler, Schenefelderstr. 1 [517, 1126, 705, 1140]
directory-entry: — Otto, Drechsler, Kantstr. 9a, ⊠ 23 [1072, 1041, 1274, 1055]
directory-entry: — W., Bäckermstr., Rothesoodstr. 22, ⊠ 9 [797, 971, 1027, 985]
directory-entry: Grümmer, F., Arbtr., Campestr. 23, H. 3 [517, 1379, 737, 1393]
directory-entry: Grün, Wilh., Arbtr., Kuhberg 5, ⊠ 9 [797, 196, 993, 209]
directory-entry: Gruber, A., Rönnhaidstr. 67, H. 3, ⊠ 22 [236, 1520, 453, 1534]
directory-entry: — Herm., Dr., Spezialarzt für Frauenkrankheiten u. Geburtshilfe, BCto: Dresdn.B., ☎ III,3684. Colonnaden 96, ⊠ 36, Sprechst: 10—11 und 3½—4½ Uhr, Sonntags u. Sonnabend nachmittags unbestimmt; (vorher anfragen resp. anmelden) u. Eppendorferlandstr. 1, ⊠ 20, Sprechst: Dienstags u. Freitags 2—3 Uhr, ☎ V, 5445 N 1 [236, 238, 483, 365]
directory-entry: — Wwe, H. J. D., Mühlendamm, Oberaltenstift 98, ⊠ 24 [236, 463, 412, 491]
directory-entry: — Frl. F., Telemannstr. 8, ⊠ 31 [797, 1140, 968, 1154]
directory-entry: Gründert, Heinr., Händler, Marthastr. 22 [797, 1112, 1025, 1126]
directory-entry: — H., Arbtr., Brauerknechtgraben 41, ⊠ 9 [517, 1605, 752, 1619]
column-divider [788, 196, 789, 1976]
directory-entry: ⊙ R. Gruber, IR, Tapissier u. Musterzeichnung, Thalstr. 63, ⊠ 4. Siehe auch Geschäfts- u. Berufszweige (III) unter: Musterzeichner [517, 520, 756, 576]
